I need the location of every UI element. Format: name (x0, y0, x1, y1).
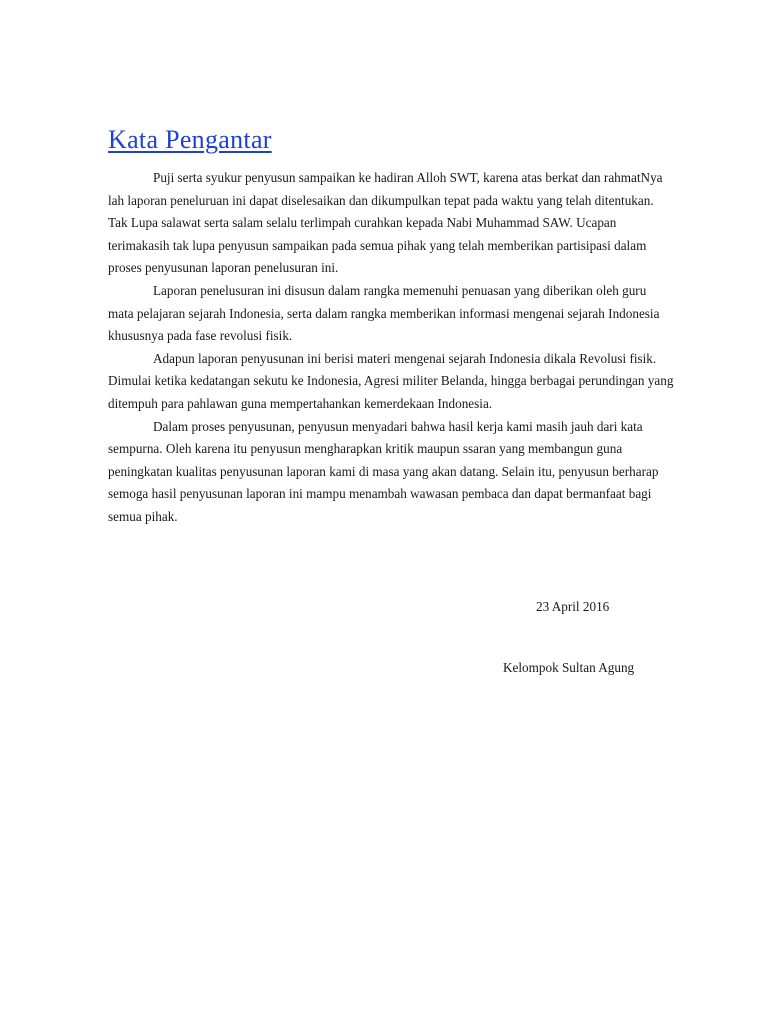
page-title: Kata Pengantar (108, 125, 272, 154)
paragraph-1: Puji serta syukur penyusun sampaikan ke hadiran Alloh SWT, karena atas berkat dan rahmatNya lah laporan peneluruan ini dapat diselesaikan dan dikumpulkan tepat pada waktu yang telah ditentukan. Tak Lupa salawat serta salam selalu terlimpah curahkan kepada Nabi Muhammad SAW. Ucapan terimakasih tak lupa penyusun sampaikan pada semua pihak yang telah memberikan partisipasi dalam proses penyusunan laporan penelusuran ini. (108, 170, 663, 276)
paragraph-3: Adapun laporan penyusunan ini berisi materi mengenai sejarah Indonesia dikala Revolusi fisik. Dimulai ketika kedatangan sekutu ke Indonesia, Agresi militer Belanda, hingga berbagai perundingan yang ditempuh para pahlawan guna mempertahankan kemerdekaan Indonesia. (108, 350, 674, 411)
document-body (108, 167, 674, 529)
author-signature: Kelompok Sultan Agung (503, 660, 635, 675)
document-date: 23 April 2016 (536, 599, 610, 614)
paragraph-2: Laporan penelusuran ini disusun dalam rangka memenuhi penuasan yang diberikan oleh guru mata pelajaran sejarah Indonesia, serta dalam rangka memberikan informasi mengenai sejarah Indonesia khususnya pada fase revolusi fisik. (108, 282, 660, 344)
paragraph-4: Dalam proses penyusunan, penyusun menyadari bahwa hasil kerja kami masih jauh dari kata sempurna. Oleh karena itu penyusun mengharapkan kritik maupun ssaran yang membangun guna peningkatan kualitas penyusunan laporan kami di masa yang akan datang. Selain itu, penyusun berharap semoga hasil penyusunan laporan ini mampu menambah wawasan pembaca dan dapat bermanfaat bagi semua pihak. (108, 418, 659, 524)
